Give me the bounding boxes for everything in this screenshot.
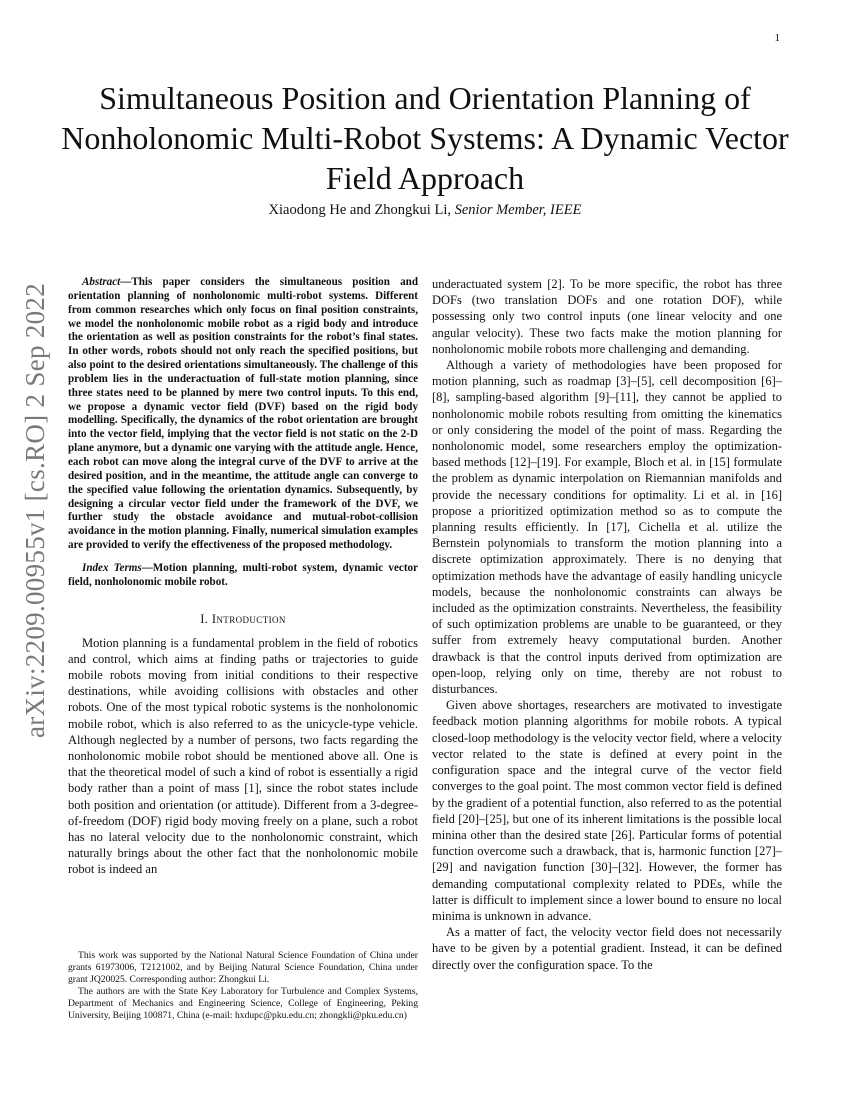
author-names: Xiaodong He and Zhongkui Li, [268, 202, 451, 218]
paper-title: Simultaneous Position and Orientation Planning of Nonholonomic Multi-Robot Systems: A Dynamic Vector Field Approach [61, 80, 789, 196]
index-terms [68, 562, 418, 590]
section-title: Introduction [211, 611, 286, 626]
right-column [432, 276, 782, 973]
arxiv-identifier[interactable]: arXiv:2209.00955v1 [cs.RO] 2 Sep 2022 [20, 282, 51, 738]
section-heading-introduction [68, 612, 418, 627]
index-terms-text: —Motion planning, multi-robot system, dynamic vector field, nonholonomic mobile robot. [68, 561, 418, 588]
footnotes [68, 950, 418, 1022]
abstract-text: —This paper considers the simultaneous position and orientation planning of nonholonomic multi-robot systems. Different from common researches which only focus on final position constraints, we model the nonholonomic mobile robot as a rigid body and introduce the orientation as well as position constraints for the robot’s final states. In other words, robots should not only reach the specified positions, but also point to the desired orientations simultaneously. The challenge of this problem lies in the underactuation of full-state motion planning, since three states need to be planned by mere two control inputs. To this end, we propose a dynamic vector field (DVF) based on the rigid body modelling. Specifically, the dynamics of the robot orientation are brought into the vector field, implying that the vector field is not static on the 2-D plane anymore, but a dynamic one varying with the attitude angle. Hence, each robot can move along the integral curve of the DVF to arrive at the desired position, and in the meantime, the attitude angle can converge to the specified value following the orientation dynamics. Subsequently, by designing a circular vector field under the framework of the DVF, we further study the obstacle avoidance and mutual-robot-collision avoidance in the motion planning. Finally, numerical simulation examples are provided to verify the effectiveness of the proposed methodology. [68, 276, 418, 552]
intro-paragraph-3: Given above shortages, researchers are motivated to investigate feedback motion planning algorithms for mobile robots. A typical closed-loop methodology is the velocity vector field, where a velocity vector related to the state is defined at every point in the configuration space and the integral curve of the vector field converges to the goal point. The most common vector field is defined by the gradient of a potential function, also referred to as the potential field [20]–[25], but one of its inherent limitations is the possible local minina other than the desired state [26]. Particular forms of potential function overcome such a drawback, that is, harmonic function [27]–[29] and navigation function [30]–[32]. However, the former has demanding computational complexity related to PDEs, while the latter is difficult to implement since a lower bound to ensure no local minima is unknown in advance. [432, 698, 782, 923]
footnote-affiliation: The authors are with the State Key Laboratory for Turbulence and Complex Systems, Department of Mechanics and Engineering Science, College of Engineering, Peking University, Beijing 100871, China (e-mail: hxdupc@pku.edu.cn; zhongkli@pku.edu.cn) [68, 986, 418, 1021]
page-number: 1 [774, 32, 780, 44]
abstract [68, 276, 418, 553]
intro-paragraph-continued: underactuated system [2]. To be more specific, the robot has three DOFs (two translation DOFs and one rotation DOF), while possessing only two control inputs (one linear velocity and one angular velocity). These two facts make the motion planning for nonholonomic mobile robots more challenging and demanding. [432, 277, 782, 356]
abstract-lead: Abstract [82, 276, 121, 288]
author-line [60, 202, 790, 219]
index-terms-lead: Index Terms [82, 561, 142, 574]
intro-paragraph-1: Motion planning is a fundamental problem in the field of robotics and control, which aims at finding paths or trajectories to guide mobile robots moving from initial conditions to their respective destinations, while avoiding collisions with obstacles and other robots. One of the most typical robotic systems is the nonholonomic mobile robot, which is also referred to as the unicycle-type vehicle. Although neglected by a number of persons, two facts regarding the nonholonomic mobile robot should be mentioned above all. One is that the theoretical model of such a kind of robot is essentially a rigid body rather than a point of mass [1], since the robot states include both position and orientation (or attitude). Different from a 3-degree-of-freedom (DOF) rigid body moving freely on a plane, such a robot has no lateral velocity due to the nonholonomic constraint, which naturally brings about the other fact that the nonholonomic mobile robot is indeed an [68, 635, 418, 877]
left-column [68, 276, 418, 878]
footnote-funding: This work was supported by the National Natural Science Foundation of China under grants 61973006, T2121002, and by Beijing Natural Science Foundation, China under grant JQ20025. Corresponding author: Zhongkui Li. [68, 950, 418, 985]
intro-paragraph-4: As a matter of fact, the velocity vector field does not necessarily have to be given by a potential gradient. Instead, it can be defined directly over the configuration space. To the [432, 925, 782, 972]
intro-paragraph-2: Although a variety of methodologies have been proposed for motion planning, such as roadmap [3]–[5], cell decomposition [6]–[8], sampling-based algorithm [9]–[11], they cannot be applied to nonholonomic mobile robots resulting from omitting the kinematics or only considering the model of the point of mass. Regarding the nonholonomic model, some researchers employ the optimization-based methods [12]–[19]. For example, Bloch et al. in [15] formulate the problem as dynamic interpolation on Riemannian manifolds and provide the necessary conditions for optimality. Li et al. in [16] propose a prioritized optimization method so as to compute the planning results efficiently. In [17], Cichella et al. utilize the Bernstein polynomials to transform the motion planning into a discrete optimization approximately. There is no denying that optimization methods have the advantage of easily handling unicycle models, because the nonholonomic constraints can always be included as the optimization constraints. Nevertheless, the feasibility of such optimization problems are unable to be guaranteed, or they suffer from extremely heavy computational burden. Another drawback is that the control inputs derived from optimization are open-loop, relying only on time, thereby are not robust to disturbances. [432, 358, 782, 697]
arxiv-side-stamp [18, 270, 54, 750]
author-role: Senior Member, IEEE [454, 202, 582, 218]
section-numeral: I. [200, 611, 209, 626]
